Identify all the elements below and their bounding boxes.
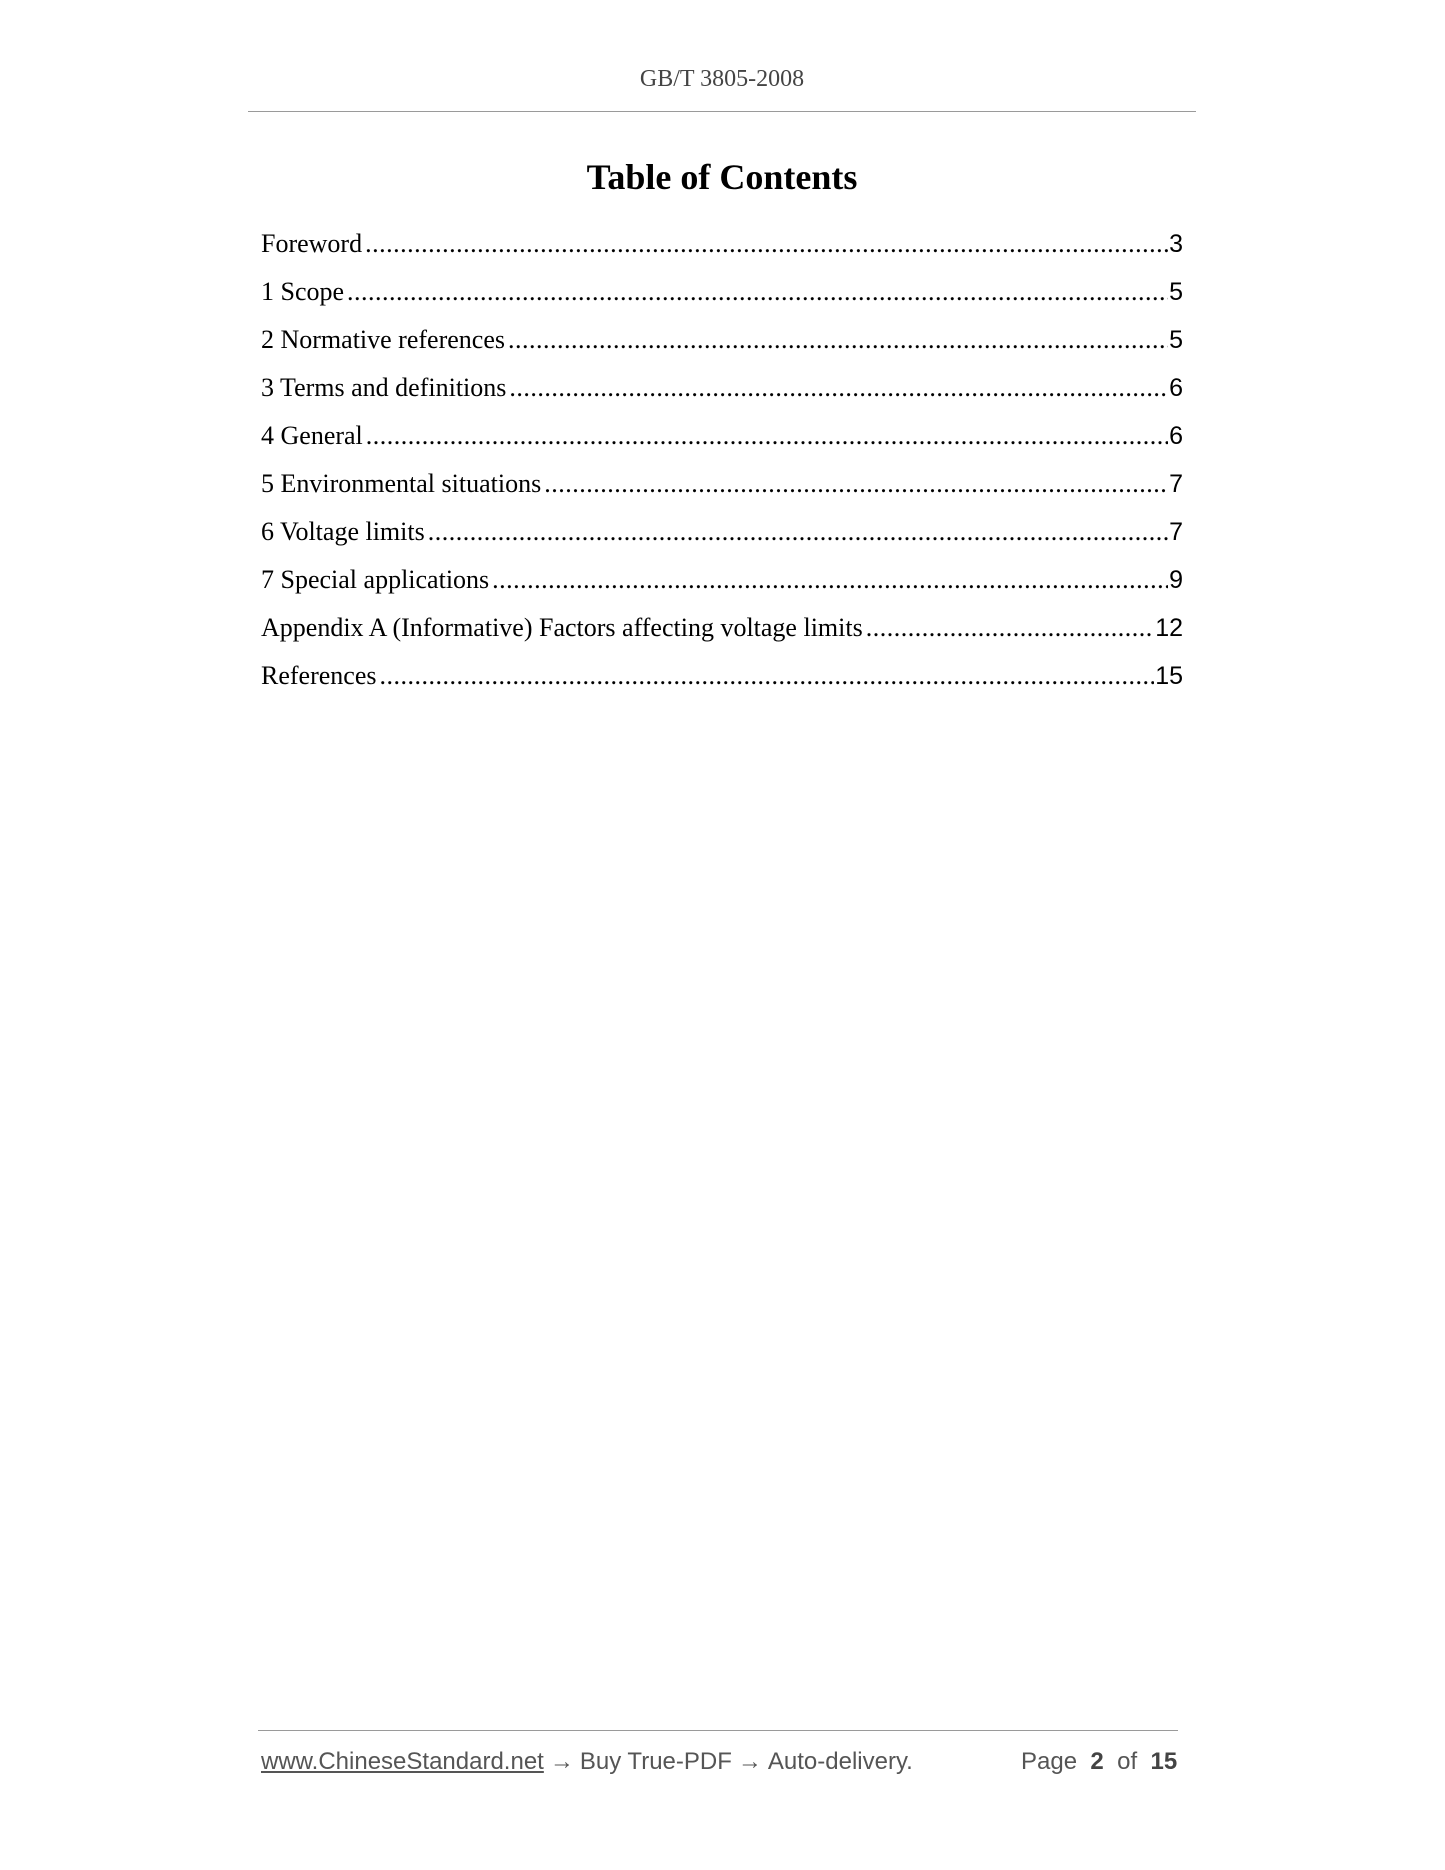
toc-entry-page: 3	[1169, 230, 1183, 258]
dot-leader	[508, 316, 1168, 364]
header-divider	[248, 111, 1196, 112]
footer-divider	[258, 1730, 1178, 1731]
arrow-right-icon: →	[549, 1748, 574, 1775]
document-code-header: GB/T 3805-2008	[639, 66, 805, 92]
dot-leader	[544, 460, 1168, 508]
page-word: Page	[1021, 1748, 1078, 1775]
toc-entry-page: 5	[1169, 278, 1183, 306]
dot-leader	[347, 268, 1168, 316]
dot-leader	[492, 556, 1168, 604]
toc-entry-label: 6 Voltage limits	[261, 517, 425, 546]
toc-entry-label: 3 Terms and definitions	[261, 373, 507, 402]
toc-entry-page: 5	[1169, 326, 1183, 354]
toc-entry-label: Appendix A (Informative) Factors affecting voltage limits	[261, 613, 863, 642]
dot-leader	[866, 604, 1154, 652]
page-indicator	[1021, 1748, 1177, 1776]
toc-entry-scope[interactable]	[261, 268, 1183, 316]
dot-leader	[428, 508, 1168, 556]
toc-entry-foreword[interactable]	[261, 220, 1183, 268]
current-page-number: 2	[1090, 1748, 1104, 1775]
toc-entry-page: 7	[1169, 518, 1183, 546]
toc-title: Table of Contents	[586, 157, 858, 197]
toc-entry-terms-and-definitions[interactable]	[261, 364, 1183, 412]
toc-entry-label: 1 Scope	[261, 277, 345, 306]
toc-entry-special-applications[interactable]	[261, 556, 1183, 604]
toc-entry-label: 7 Special applications	[261, 565, 490, 594]
arrow-right-icon: →	[737, 1748, 762, 1775]
dot-leader	[509, 364, 1168, 412]
toc-entry-page: 7	[1169, 470, 1183, 498]
of-word: of	[1117, 1748, 1138, 1775]
toc-entry-general[interactable]	[261, 412, 1183, 460]
toc-entry-label: 5 Environmental situations	[261, 469, 542, 498]
toc-entry-normative-references[interactable]	[261, 316, 1183, 364]
toc-entry-label: 4 General	[261, 421, 363, 450]
dot-leader	[366, 412, 1168, 460]
toc-entry-voltage-limits[interactable]	[261, 508, 1183, 556]
dot-leader	[365, 220, 1168, 268]
toc-entry-label: Foreword	[261, 229, 363, 258]
toc-entry-environmental-situations[interactable]	[261, 460, 1183, 508]
toc-entry-label: References	[261, 661, 377, 690]
page-footer	[261, 1748, 1181, 1776]
toc-entry-page: 12	[1155, 614, 1183, 642]
toc-entry-appendix-a[interactable]	[261, 604, 1183, 652]
toc-entry-references[interactable]	[261, 652, 1183, 700]
dot-leader	[379, 652, 1154, 700]
toc-entry-page: 6	[1169, 374, 1183, 402]
total-page-count: 15	[1150, 1748, 1178, 1775]
toc-entry-page: 9	[1169, 566, 1183, 594]
site-link[interactable]: www.ChineseStandard.net	[261, 1748, 544, 1775]
toc-entry-label: 2 Normative references	[261, 325, 505, 354]
toc-entry-page: 6	[1169, 422, 1183, 450]
buy-true-pdf-text: Buy True-PDF	[579, 1748, 732, 1775]
toc-entry-page: 15	[1155, 662, 1183, 690]
auto-delivery-text: Auto-delivery.	[767, 1748, 913, 1775]
